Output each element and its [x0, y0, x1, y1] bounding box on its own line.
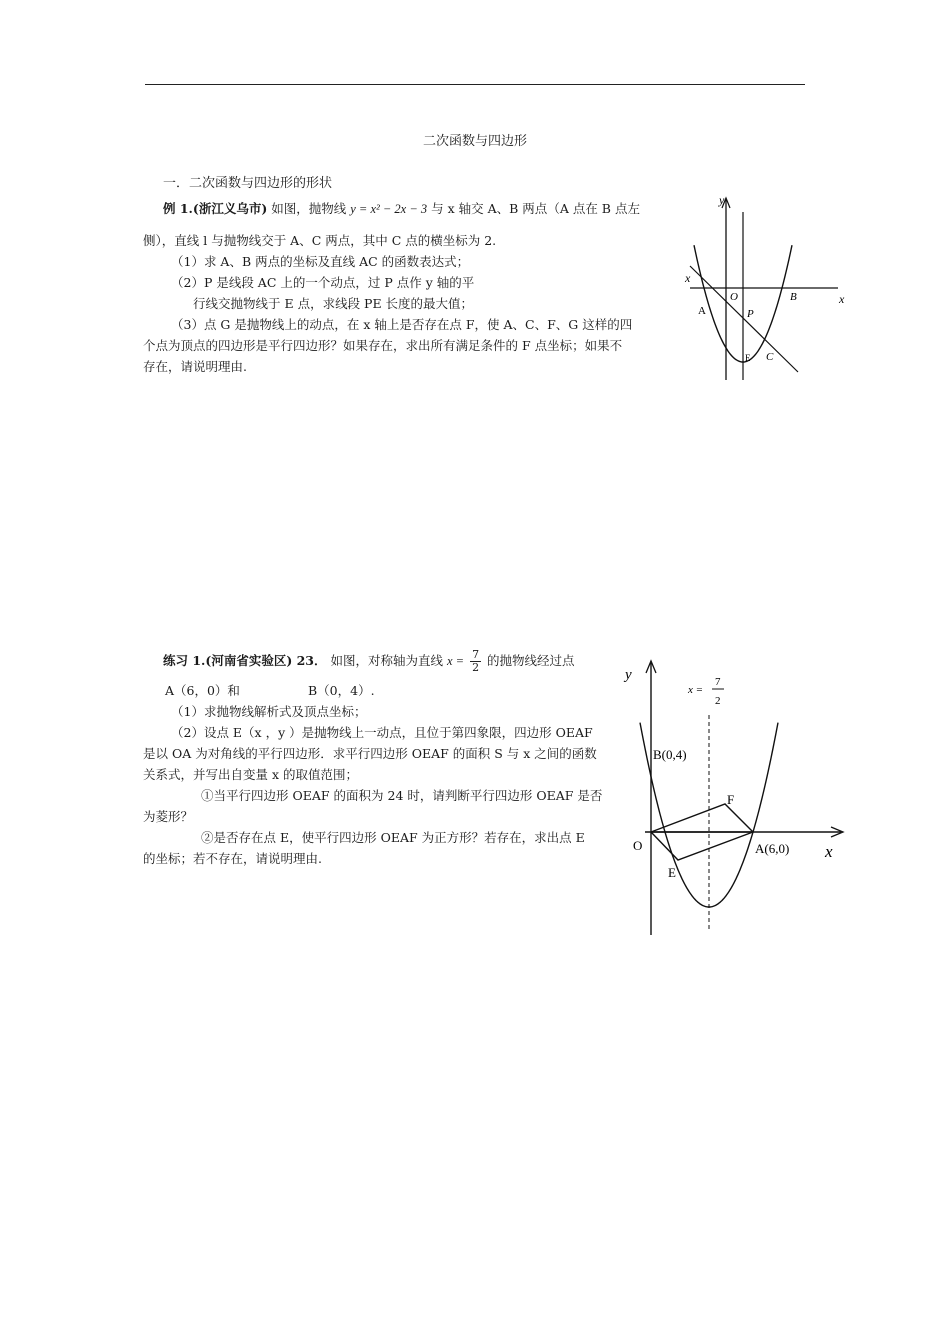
practice1-axis-denominator: 2 [472, 661, 480, 674]
practice1-label: 练习 1.(河南省实验区) 23． [163, 653, 327, 668]
practice1-sub2-a: ②是否存在点 E，使平行四边形 OEAF 为正方形？若存在，求出点 E [201, 830, 585, 845]
example1-line1 [163, 199, 640, 219]
practice1-line1 [163, 649, 575, 674]
figure2-axis-denominator: 2 [715, 695, 721, 707]
figure1-line-ac [690, 266, 798, 372]
practice1-axis-numerator: 7 [472, 648, 480, 661]
page-title: 二次函数与四边形 [422, 134, 527, 149]
practice1-point-a: A（6，0）和 [165, 683, 240, 698]
figure1-point-b: B [790, 291, 797, 303]
figure2-axis-numerator: 7 [715, 676, 721, 688]
practice1-axis-fraction [470, 649, 481, 674]
practice1-axis-var: x = [446, 654, 465, 668]
example1-question3-b: 个点为顶点的四边形是平行四边形？如果存在，求出所有满足条件的 F 点坐标；如果不 [143, 338, 623, 353]
example1-question2-b: 行线交抛物线于 E 点，求线段 PE 长度的最大值； [193, 296, 474, 311]
figure2-y-label: y [625, 667, 632, 683]
section-heading: 一．二次函数与四边形的形状 [163, 176, 333, 191]
practice1-point-b: B（0，4）. [308, 683, 375, 698]
figure2-point-e: E [668, 865, 676, 880]
practice1-sub1-b: 为菱形？ [143, 809, 194, 824]
example1-intro-a: 如图，抛物线 [271, 201, 347, 216]
figure2-parabolagraph [615, 655, 850, 940]
example1-formula: y = x² − 2x − 3 [350, 202, 428, 216]
example1-question2-a: （2）P 是线段 AC 上的一个动点，过 P 点作 y 轴的平 [171, 275, 475, 290]
example1-intro-b: 与 x 轴交 A、B 两点（A 点在 B 点左 [431, 201, 640, 216]
figure1-x-label-left: x [685, 271, 691, 285]
example1-question3-a: （3）点 G 是抛物线上的动点，在 x 轴上是否存在点 F，使 A、C、F、G 这样的四 [171, 317, 633, 332]
figure2-x-label: x [825, 842, 833, 861]
example1-question3-c: 存在，请说明理由. [143, 359, 247, 374]
figure1-parabola-graph [680, 192, 850, 387]
figure2-origin-label: O [633, 838, 643, 853]
practice1-sub1-a: ①当平行四边形 OEAF 的面积为 24 时，请判断平行四边形 OEAF 是否 [201, 788, 603, 803]
figure1-origin-label: O [730, 291, 738, 303]
header-rule [145, 84, 805, 85]
figure1-point-e: E [745, 353, 751, 363]
example1-question1: （1）求 A、B 两点的坐标及直线 AC 的函数表达式； [171, 254, 470, 269]
figure2-point-a: A(6,0) [755, 841, 790, 856]
example1-line2: 侧），直线 l 与抛物线交于 A、C 两点，其中 C 点的横坐标为 2. [143, 233, 497, 248]
practice1-question2-b: 是以 OA 为对角线的平行四边形．求平行四边形 OEAF 的面积 S 与 x 之间的函数 [143, 746, 597, 761]
figure2-point-f: F [727, 792, 735, 807]
practice1-intro-a: 如图，对称轴为直线 [330, 653, 443, 668]
figure1-x-label-right: x [839, 292, 845, 306]
figure2-point-b: B(0,4) [653, 747, 687, 762]
practice1-question2-c: 关系式，并写出自变量 x 的取值范围； [143, 767, 358, 782]
practice1-question2-a: （2）设点 E（x ，y ）是抛物线上一动点，且位于第四象限，四边形 OEAF [171, 725, 593, 740]
figure1-y-label: y [719, 193, 725, 207]
practice1-question1: （1）求抛物线解析式及顶点坐标； [171, 704, 367, 719]
example1-label: 例 1.(浙江义乌市) [163, 201, 268, 216]
figure1-point-a: A [698, 305, 706, 317]
figure2-axis-var: x = [688, 684, 704, 696]
practice1-intro-b: 的抛物线经过点 [487, 653, 575, 668]
figure1-point-c: C [766, 351, 774, 363]
practice1-sub2-b: 的坐标；若不存在，请说明理由. [143, 851, 322, 866]
figure1-point-p: P [747, 308, 754, 320]
